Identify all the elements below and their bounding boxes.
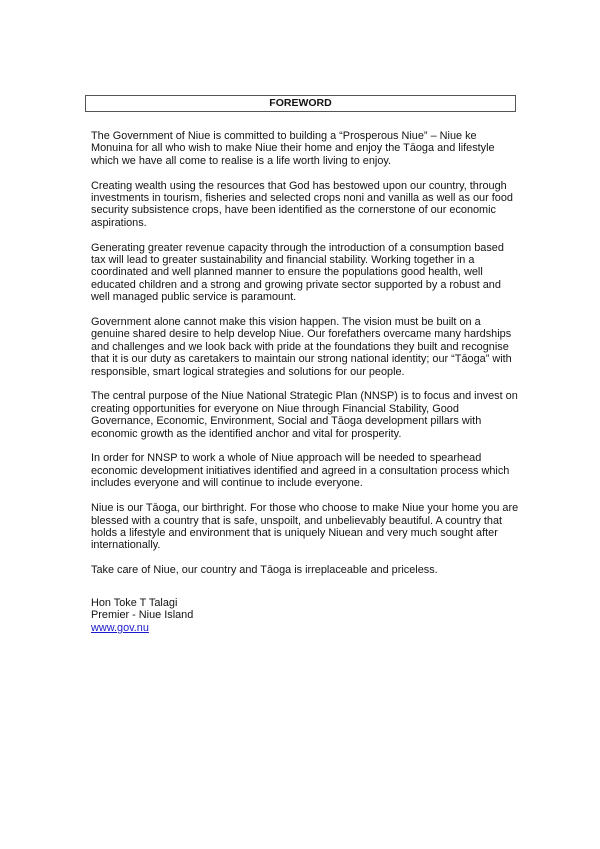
- foreword-heading: FOREWORD: [85, 95, 516, 112]
- paragraph-birthright: Niue is our Tāoga, our birthright. For those who choose to make Niue your home you are blessed with a country that is safe, unspoilt, and unbelievably beautiful. A country that holds a lifestyle and environment that is uniquely Niuean and very much sought after internationally.: [91, 502, 519, 552]
- paragraph-whole-of-niue: In order for NNSP to work a whole of Niue approach will be needed to spearhead economic development initiatives identified and agreed in a consultation process which includes everyone and will continue to include everyone.: [91, 452, 510, 490]
- signatory-title: Premier - Niue Island: [91, 609, 194, 622]
- signatory-name: Hon Toke T Talagi: [91, 597, 178, 609]
- paragraph-take-care: Take care of Niue, our country and Tāoga is irreplaceable and priceless.: [91, 564, 438, 577]
- paragraph-revenue-capacity: Generating greater revenue capacity through the introduction of a consumption based tax will lead to greater sustainability and financial stability. Working together in a coordinated and well planned manner to ensure the populations good health, well educated children and a strong and growing private sector supported by a robust and well managed public service is paramount.: [91, 241, 504, 304]
- paragraph-prosperous-niue: The Government of Niue is committed to building a “Prosperous Niue” – Niue ke Monuina for all who wish to make Niue their home and enjoy the Tāoga and lifestyle which we have all come to realise is a life worth living to enjoy.: [91, 130, 495, 167]
- paragraph-government-vision: Government alone cannot make this vision happen. The vision must be built on a genuine shared desire to help develop Niue. Our forefathers overcame many hardships and challenges and we look back with pride at the foundations they built and recognise that it is our duty as caretakers to maintain our strong national identity; our “Tāoga” with responsible, smart logical strategies and solutions for our people.: [91, 316, 512, 378]
- website-link[interactable]: www.gov.nu: [91, 621, 149, 634]
- foreword-body: [91, 130, 521, 589]
- paragraph-nnsp-purpose: The central purpose of the Niue National Strategic Plan (NNSP) is to focus and invest on creating opportunities for everyone on Niue through Financial Stability, Good Governance, Economic, Environment, Social and Tāoga development pillars with economic growth as the identified anchor and vital for prosperity.: [91, 390, 518, 440]
- paragraph-creating-wealth: Creating wealth using the resources that God has bestowed upon our country, through investments in tourism, fisheries and selected crops noni and vanilla as well as our food security subsistence crops, have been identified as the cornerstone of our economic aspirations.: [91, 179, 513, 229]
- signature-block: [91, 597, 193, 634]
